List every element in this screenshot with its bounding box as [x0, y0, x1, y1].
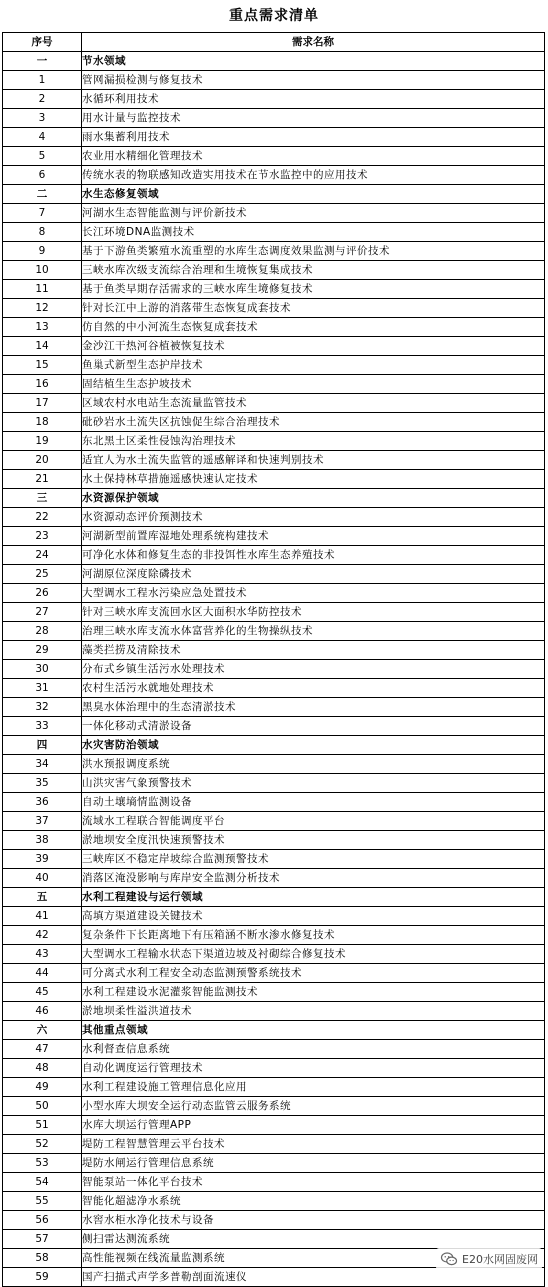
table-row [3, 1116, 545, 1135]
requirement-name: 国产扫描式声学多普勒剖面流速仪 [82, 1268, 545, 1287]
section-row [3, 185, 545, 204]
row-number: 36 [3, 793, 82, 812]
table-row [3, 508, 545, 527]
table-row [3, 1173, 545, 1192]
requirements-table [2, 32, 545, 1287]
row-number: 6 [3, 166, 82, 185]
table-row [3, 223, 545, 242]
table-body [3, 52, 545, 1287]
table-row [3, 394, 545, 413]
requirement-name: 针对长江中上游的消落带生态恢复成套技术 [82, 299, 545, 318]
row-number: 28 [3, 622, 82, 641]
row-number: 16 [3, 375, 82, 394]
section-number: 三 [3, 489, 82, 508]
table-row [3, 546, 545, 565]
table-row [3, 470, 545, 489]
requirement-name: 复杂条件下长距离地下有压箱涵不断水渗水修复技术 [82, 926, 545, 945]
row-number: 24 [3, 546, 82, 565]
table-row [3, 109, 545, 128]
requirement-name: 砒砂岩水土流失区抗蚀促生综合治理技术 [82, 413, 545, 432]
row-number: 2 [3, 90, 82, 109]
table-row [3, 1059, 545, 1078]
row-number: 44 [3, 964, 82, 983]
row-number: 31 [3, 679, 82, 698]
table-row [3, 356, 545, 375]
table-row [3, 755, 545, 774]
requirement-name: 流域水工程联合智能调度平台 [82, 812, 545, 831]
requirement-name: 基于下游鱼类繁殖水流重塑的水库生态调度效果监测与评价技术 [82, 242, 545, 261]
row-number: 12 [3, 299, 82, 318]
requirement-name: 金沙江干热河谷植被恢复技术 [82, 337, 545, 356]
requirement-name: 藻类拦捞及清除技术 [82, 641, 545, 660]
table-row [3, 926, 545, 945]
row-number: 8 [3, 223, 82, 242]
requirement-name: 高填方渠道建设关键技术 [82, 907, 545, 926]
requirement-name: 可净化水体和修复生态的非投饵性水库生态养殖技术 [82, 546, 545, 565]
table-row [3, 565, 545, 584]
table-row [3, 204, 545, 223]
section-name: 水灾害防治领域 [82, 736, 545, 755]
section-row [3, 1021, 545, 1040]
row-number: 5 [3, 147, 82, 166]
requirement-name: 侧扫雷达测流系统 [82, 1230, 545, 1249]
table-row [3, 128, 545, 147]
row-number: 59 [3, 1268, 82, 1287]
requirement-name: 黑臭水体治理中的生态清淤技术 [82, 698, 545, 717]
table-row [3, 983, 545, 1002]
row-number: 26 [3, 584, 82, 603]
requirement-name: 三峡库区不稳定岸坡综合监测预警技术 [82, 850, 545, 869]
requirement-name: 东北黑土区柔性侵蚀沟治理技术 [82, 432, 545, 451]
row-number: 53 [3, 1154, 82, 1173]
requirement-name: 河湖水生态智能监测与评价新技术 [82, 204, 545, 223]
requirement-name: 固结植生生态护坡技术 [82, 375, 545, 394]
row-number: 15 [3, 356, 82, 375]
section-row [3, 489, 545, 508]
row-number: 4 [3, 128, 82, 147]
row-number: 38 [3, 831, 82, 850]
table-row [3, 698, 545, 717]
row-number: 27 [3, 603, 82, 622]
row-number: 18 [3, 413, 82, 432]
row-number: 58 [3, 1249, 82, 1268]
section-number: 二 [3, 185, 82, 204]
section-name: 节水领域 [82, 52, 545, 71]
table-row [3, 375, 545, 394]
table-row [3, 337, 545, 356]
requirement-name: 分布式乡镇生活污水处理技术 [82, 660, 545, 679]
requirement-name: 用水计量与监控技术 [82, 109, 545, 128]
requirement-name: 管网漏损检测与修复技术 [82, 71, 545, 90]
requirement-name: 鱼巢式新型生态护岸技术 [82, 356, 545, 375]
requirement-name: 可分离式水利工程安全动态监测预警系统技术 [82, 964, 545, 983]
header-row [3, 33, 545, 52]
table-row [3, 451, 545, 470]
table-row [3, 1211, 545, 1230]
row-number: 55 [3, 1192, 82, 1211]
row-number: 50 [3, 1097, 82, 1116]
row-number: 29 [3, 641, 82, 660]
requirement-name: 小型水库大坝安全运行动态监管云服务系统 [82, 1097, 545, 1116]
row-number: 25 [3, 565, 82, 584]
requirement-name: 洪水预报调度系统 [82, 755, 545, 774]
table-row [3, 299, 545, 318]
row-number: 41 [3, 907, 82, 926]
table-row [3, 280, 545, 299]
requirement-name: 水利工程建设施工管理信息化应用 [82, 1078, 545, 1097]
table-row [3, 432, 545, 451]
table-row [3, 945, 545, 964]
requirement-name: 高性能视频在线流量监测系统 [82, 1249, 545, 1268]
section-row [3, 52, 545, 71]
row-number: 52 [3, 1135, 82, 1154]
requirement-name: 农村生活污水就地处理技术 [82, 679, 545, 698]
requirement-name: 水循环利用技术 [82, 90, 545, 109]
section-name: 水资源保护领域 [82, 489, 545, 508]
requirement-name: 河湖新型前置库湿地处理系统构建技术 [82, 527, 545, 546]
section-number: 五 [3, 888, 82, 907]
row-number: 56 [3, 1211, 82, 1230]
section-name: 水生态修复领域 [82, 185, 545, 204]
table-row [3, 774, 545, 793]
table-row [3, 622, 545, 641]
row-number: 7 [3, 204, 82, 223]
row-number: 51 [3, 1116, 82, 1135]
row-number: 43 [3, 945, 82, 964]
section-row [3, 736, 545, 755]
requirement-name: 水利工程建设水泥灌浆智能监测技术 [82, 983, 545, 1002]
row-number: 14 [3, 337, 82, 356]
requirement-name: 淤地坝安全度汛快速预警技术 [82, 831, 545, 850]
row-number: 21 [3, 470, 82, 489]
section-number: 六 [3, 1021, 82, 1040]
requirement-name: 长江环境DNA监测技术 [82, 223, 545, 242]
row-number: 34 [3, 755, 82, 774]
row-number: 48 [3, 1059, 82, 1078]
requirement-name: 水窖水柜水净化技术与设备 [82, 1211, 545, 1230]
table-row [3, 318, 545, 337]
table-row [3, 1135, 545, 1154]
table-row [3, 679, 545, 698]
table-header [3, 33, 545, 52]
table-row [3, 1078, 545, 1097]
requirement-name: 针对三峡水库支流回水区大面积水华防控技术 [82, 603, 545, 622]
table-row [3, 1230, 545, 1249]
requirement-name: 传统水表的物联感知改造实用技术在节水监控中的应用技术 [82, 166, 545, 185]
row-number: 20 [3, 451, 82, 470]
requirement-name: 农业用水精细化管理技术 [82, 147, 545, 166]
column-header-name: 需求名称 [82, 33, 545, 52]
table-row [3, 527, 545, 546]
document-title: 重点需求清单 [229, 8, 319, 24]
wechat-logo-icon [440, 1250, 458, 1268]
row-number: 40 [3, 869, 82, 888]
table-row [3, 166, 545, 185]
table-row [3, 850, 545, 869]
requirement-name: 水库大坝运行管理APP [82, 1116, 545, 1135]
table-row [3, 641, 545, 660]
requirement-name: 智能泵站一体化平台技术 [82, 1173, 545, 1192]
table-row [3, 907, 545, 926]
row-number: 1 [3, 71, 82, 90]
requirement-name: 大型调水工程水污染应急处置技术 [82, 584, 545, 603]
table-row [3, 242, 545, 261]
table-row [3, 812, 545, 831]
requirement-name: 堤防工程智慧管理云平台技术 [82, 1135, 545, 1154]
row-number: 39 [3, 850, 82, 869]
requirement-name: 河湖原位深度除磷技术 [82, 565, 545, 584]
row-number: 49 [3, 1078, 82, 1097]
row-number: 22 [3, 508, 82, 527]
table-row [3, 869, 545, 888]
requirement-name: 水资源动态评价预测技术 [82, 508, 545, 527]
requirement-name: 仿自然的中小河流生态恢复成套技术 [82, 318, 545, 337]
requirement-name: 区域农村水电站生态流量监管技术 [82, 394, 545, 413]
requirement-name: 水利督查信息系统 [82, 1040, 545, 1059]
watermark [436, 1248, 542, 1270]
section-name: 其他重点领域 [82, 1021, 545, 1040]
section-number: 四 [3, 736, 82, 755]
row-number: 46 [3, 1002, 82, 1021]
watermark-text: E20水网固废网 [462, 1253, 538, 1266]
requirement-name: 山洪灾害气象预警技术 [82, 774, 545, 793]
requirement-name: 雨水集蓄利用技术 [82, 128, 545, 147]
table-row [3, 1002, 545, 1021]
row-number: 45 [3, 983, 82, 1002]
requirement-name: 自动土壤墒情监测设备 [82, 793, 545, 812]
row-number: 32 [3, 698, 82, 717]
requirement-name: 大型调水工程输水状态下渠道边坡及衬砌综合修复技术 [82, 945, 545, 964]
requirement-name: 淤地坝柔性溢洪道技术 [82, 1002, 545, 1021]
table-row [3, 603, 545, 622]
table-row [3, 147, 545, 166]
table-row [3, 1192, 545, 1211]
row-number: 10 [3, 261, 82, 280]
table-row [3, 1040, 545, 1059]
table-row [3, 584, 545, 603]
row-number: 13 [3, 318, 82, 337]
requirement-name: 堤防水闸运行管理信息系统 [82, 1154, 545, 1173]
requirement-name: 适宜人为水土流失监管的遥感解译和快速判别技术 [82, 451, 545, 470]
row-number: 30 [3, 660, 82, 679]
table-row [3, 964, 545, 983]
row-number: 19 [3, 432, 82, 451]
section-row [3, 888, 545, 907]
section-name: 水利工程建设与运行领域 [82, 888, 545, 907]
table-row [3, 413, 545, 432]
column-header-no: 序号 [3, 33, 82, 52]
row-number: 47 [3, 1040, 82, 1059]
table-row [3, 261, 545, 280]
table-row [3, 1154, 545, 1173]
requirement-name: 基于鱼类早期存活需求的三峡水库生境修复技术 [82, 280, 545, 299]
row-number: 9 [3, 242, 82, 261]
requirement-name: 消落区淹没影响与库岸安全监测分析技术 [82, 869, 545, 888]
requirement-name: 智能化超滤净水系统 [82, 1192, 545, 1211]
table-row [3, 717, 545, 736]
requirement-name: 水土保持林草措施遥感快速认定技术 [82, 470, 545, 489]
requirement-name: 自动化调度运行管理技术 [82, 1059, 545, 1078]
row-number: 17 [3, 394, 82, 413]
table-row [3, 71, 545, 90]
row-number: 33 [3, 717, 82, 736]
row-number: 3 [3, 109, 82, 128]
row-number: 42 [3, 926, 82, 945]
row-number: 54 [3, 1173, 82, 1192]
section-number: 一 [3, 52, 82, 71]
requirement-name: 治理三峡水库支流水体富营养化的生物操纵技术 [82, 622, 545, 641]
requirement-name: 一体化移动式清淤设备 [82, 717, 545, 736]
table-row [3, 831, 545, 850]
requirement-name: 三峡水库次级支流综合治理和生境恢复集成技术 [82, 261, 545, 280]
table-row [3, 1097, 545, 1116]
table-row [3, 90, 545, 109]
row-number: 11 [3, 280, 82, 299]
row-number: 37 [3, 812, 82, 831]
table-row [3, 793, 545, 812]
row-number: 35 [3, 774, 82, 793]
table-row [3, 660, 545, 679]
row-number: 23 [3, 527, 82, 546]
row-number: 57 [3, 1230, 82, 1249]
